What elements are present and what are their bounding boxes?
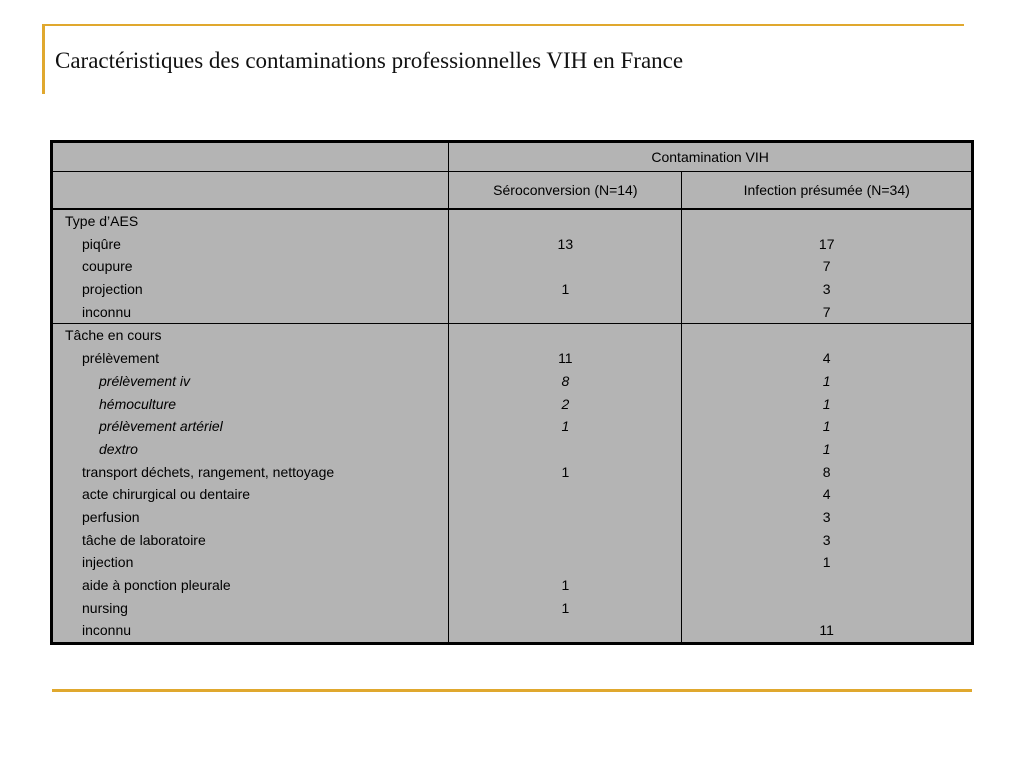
row-value: [449, 529, 681, 552]
section-values-seroconversion: [449, 209, 682, 324]
row-label: dextro: [99, 440, 138, 457]
row-value: [449, 301, 681, 324]
row-value: 7: [822, 303, 831, 320]
row-value: [449, 255, 681, 278]
row-value: 4: [822, 486, 831, 503]
group-header-row: [52, 142, 973, 172]
heading-spacer: [682, 210, 971, 233]
col-header-infection-presumee: Infection présumée (N=34): [682, 172, 973, 210]
row-value: [449, 438, 681, 461]
row-value: 1: [561, 463, 570, 480]
row-label: injection: [82, 554, 134, 571]
empty-header-cell: [52, 142, 449, 172]
section-heading: Type d’AES: [65, 213, 139, 229]
heading-spacer: [449, 324, 681, 347]
row-label: tâche de laboratoire: [82, 531, 206, 548]
row-value: 8: [822, 463, 831, 480]
row-value: 17: [818, 235, 835, 252]
row-label: transport déchets, rangement, nettoyage: [82, 463, 335, 480]
heading-spacer: [682, 324, 971, 347]
column-header-row: [52, 172, 973, 210]
left-accent-bar: [42, 24, 45, 94]
row-label: acte chirurgical ou dentaire: [82, 486, 251, 503]
section-labels: [52, 209, 449, 324]
section-type-aes: [52, 209, 973, 324]
row-label: inconnu: [82, 622, 132, 639]
row-label: piqûre: [82, 235, 121, 252]
row-label: prélèvement: [82, 350, 160, 367]
row-label: inconnu: [82, 303, 132, 320]
empty-header-cell: [52, 172, 449, 210]
row-label: aide à ponction pleurale: [82, 577, 231, 593]
row-value: [449, 506, 681, 529]
section-values-infection: [682, 209, 973, 324]
section-values-infection: [682, 324, 973, 644]
row-label: prélèvement iv: [99, 372, 191, 389]
row-value: 1: [822, 440, 831, 457]
row-value: 1: [561, 281, 570, 298]
row-value: 11: [819, 622, 834, 639]
row-value: [682, 574, 971, 597]
section-values-seroconversion: [449, 324, 682, 644]
row-value: 13: [557, 235, 574, 252]
heading-spacer: [449, 210, 681, 233]
row-value: 4: [822, 350, 831, 367]
col-header-seroconversion: Séroconversion (N=14): [449, 172, 682, 210]
group-header: Contamination VIH: [449, 142, 973, 172]
row-label: coupure: [82, 258, 133, 275]
row-label: nursing: [82, 599, 128, 616]
row-label: prélèvement artériel: [99, 418, 223, 435]
row-value: 1: [561, 418, 570, 435]
row-value: [449, 551, 681, 574]
row-value: 1: [822, 372, 831, 389]
row-value: 2: [561, 395, 570, 412]
section-heading: Tâche en cours: [65, 327, 162, 344]
row-value: 1: [561, 577, 570, 593]
row-value: 7: [822, 258, 831, 275]
row-label: perfusion: [82, 508, 140, 525]
contamination-table: [50, 140, 974, 645]
slide-title: Caractéristiques des contaminations professionnelles VIH en France: [55, 48, 684, 73]
section-tache-en-cours: [52, 324, 973, 644]
row-value: [449, 483, 681, 506]
row-value: 1: [822, 554, 831, 571]
row-value: 3: [822, 281, 831, 298]
row-value: 8: [561, 372, 570, 389]
top-accent-line: [42, 24, 964, 26]
row-value: [449, 619, 681, 642]
row-label: hémoculture: [99, 395, 177, 412]
section-labels: [52, 324, 449, 644]
row-value: 1: [561, 599, 570, 616]
row-value: 3: [822, 508, 831, 525]
row-value: 1: [822, 395, 831, 412]
row-label: projection: [82, 281, 143, 298]
row-value: 11: [558, 350, 573, 367]
row-value: 3: [822, 531, 831, 548]
row-value: 1: [822, 418, 831, 435]
bottom-accent-line: [52, 689, 972, 692]
row-value: [682, 597, 971, 620]
